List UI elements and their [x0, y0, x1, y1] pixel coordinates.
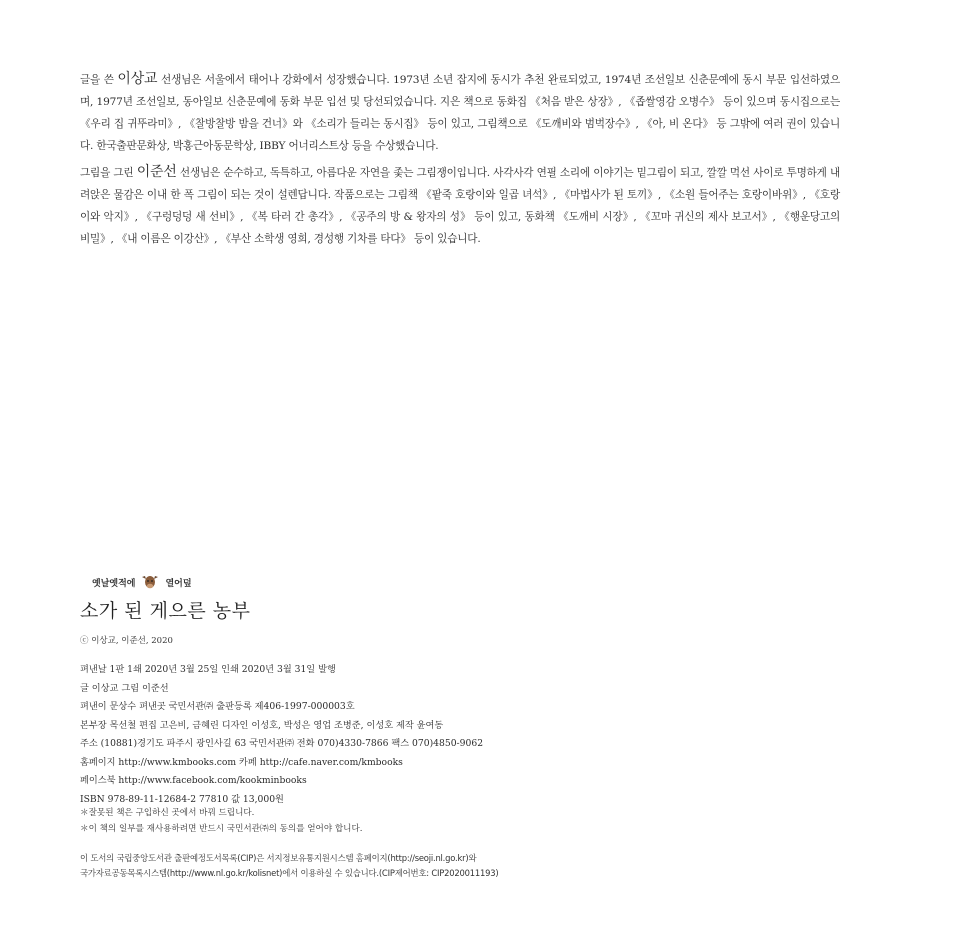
author-bio-prefix: 글을 쓴 [80, 73, 118, 86]
illustrator-name: 이준선 [136, 163, 177, 180]
colophon-line-homepage: 홈페이지 http://www.kmbooks.com 카페 http://cafe.naver.com/kmbooks [80, 756, 403, 768]
author-bio-text: 선생님은 서울에서 태어나 강화에서 성장했습니다. 1973년 소년 잡지에 동시가 추천 완료되었고, 1974년 조선일보 신춘문예에 동시 부문 입선하였으며, 1977년 조선일보, 동아일보 신춘문예에 동화 부문 입선 및 당선되었습니다. 지은 책으로 동화집 《처음 받은 상장》, 《좁쌀영감 오병수》 등이 있으며 동시집으로는 《우리 집 귀뚜라미》, 《찰방찰방 밤을 건너》와 《소리가 들리는 동시집》 등이 있고, 그림책으로 《도깨비와 범벅장수》, 《아, 비 온다》 등 그밖에 여러 권이 있습니다. 한국출판문화상, 박홍근아동문학상, IBBY 어너리스트상 등을 수상했습니다. [80, 73, 840, 152]
illustrator-bio [80, 161, 840, 250]
colophon-line-credits: 글 이상교 그림 이준선 [80, 682, 169, 694]
series-logo [92, 574, 192, 590]
note-exchange: ＊잘못된 책은 구입하신 곳에서 바꿔 드립니다. [80, 808, 255, 818]
series-label-left: 옛날옛적에 [92, 578, 136, 589]
colophon-line-address: 주소 (10881)경기도 파주시 광인사길 63 국민서관㈜ 전화 070)4330-7866 팩스 070)4850-9062 [80, 738, 484, 749]
book-title: 소가 된 게으른 농부 [80, 600, 251, 622]
author-bio [80, 68, 840, 157]
illustrator-bio-text: 선생님은 순수하고, 독특하고, 아름다운 자연을 좇는 그림쟁이입니다. 사각사각 연필 소리에 이야기는 밑그림이 되고, 깔깔 먹선 사이로 투명하게 내려앉은 물감은 이내 한 폭 그림이 되는 것이 설렌답니다. 작품으로는 그림책 《팥죽 호랑이와 일곱 녀석》, 《마법사가 된 토끼》, 《소원 들어주는 호랑이바위》, 《호랑이와 악지》, 《구렁덩덩 새 선비》, 《복 타러 간 총각》, 《공주의 방 & 왕자의 성》 등이 있고, 동화책 《도깨비 시장》, 《꼬마 귀신의 제사 보고서》, 《행운당고의 비밀》, 《내 이름은 이강산》, 《부산 소학생 영희, 경성행 기차를 타다》 등이 있습니다. [80, 166, 840, 245]
copyright-line: ⓒ 이상교, 이준선, 2020 [80, 636, 173, 646]
cow-head-icon [141, 574, 159, 590]
colophon-line-publisher: 펴낸이 문상수 펴낸곳 국민서관㈜ 출판등록 제406-1997-000003호 [80, 701, 355, 712]
cip-line-1: 이 도서의 국립중앙도서관 출판예정도서목록(CIP)은 서지정보유통지원시스템 홈페이지(http://seoji.nl.go.kr)와 [80, 853, 477, 863]
cip-notice [80, 851, 498, 880]
cip-line-2: 국가자료공동목록시스템(http://www.nl.go.kr/kolisnet)에서 이용하실 수 있습니다.(CIP제어번호: CIP2020011193) [80, 867, 499, 878]
colophon-line-facebook: 페이스북 http://www.facebook.com/kookminbooks [80, 775, 307, 786]
colophon-line-staff: 본부장 목선철 편집 고은비, 금혜린 디자인 이성호, 박성은 영업 조병준, 이성호 제작 윤여동 [80, 719, 444, 731]
author-name: 이상교 [117, 70, 158, 87]
colophon-line-dates: 펴낸날 1판 1쇄 2020년 3월 25일 인쇄 2020년 3월 31일 발행 [80, 664, 336, 675]
illustrator-bio-prefix: 그림을 그린 [80, 166, 137, 179]
series-label-right: 열어덮 [165, 578, 192, 589]
note-reuse: ＊이 책의 일부를 재사용하려면 반드시 국민서관㈜의 동의를 얻어야 합니다. [80, 824, 363, 834]
colophon-line-isbn: ISBN 978-89-11-12684-2 77810 값 13,000원 [80, 793, 284, 805]
notes [80, 805, 363, 837]
colophon [80, 661, 780, 809]
